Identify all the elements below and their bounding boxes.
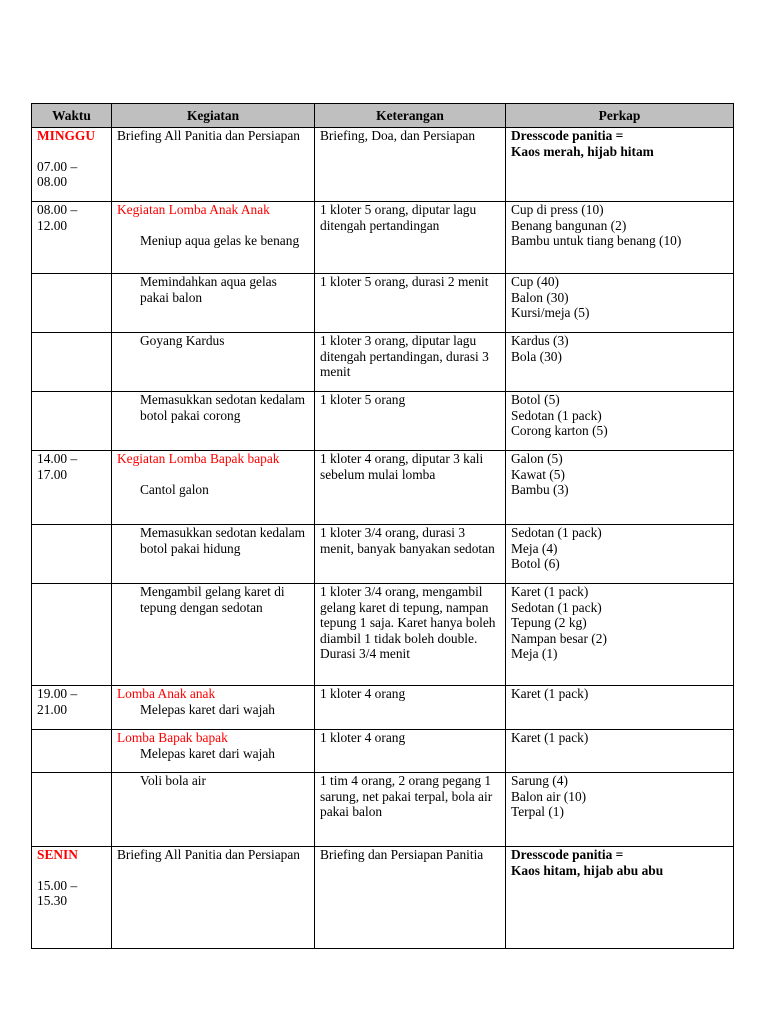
equipment-item: Benang bangunan (2) [511,217,627,233]
equipment-item: Cup di press (10) [511,202,604,217]
equipment-item: Nampan besar (2) [511,630,607,646]
equipment-item: Karet (1 pack) [511,730,589,745]
header-keterangan: Keterangan [315,104,506,128]
activity-name: Goyang Kardus [140,333,225,348]
activity-description: 1 kloter 5 orang, durasi 2 menit [320,274,489,289]
perkap-cell [506,274,734,333]
activity-description: 1 kloter 4 orang [320,730,406,745]
activity-description: Briefing dan Persiapan Panitia [320,847,484,862]
activity-name: Memasukkan sedotan kedalam botol pakai corong [140,392,306,423]
day-label: SENIN [37,847,78,862]
time-range: 14.00 – 17.00 [37,451,78,482]
activity-name: Melepas karet dari wajah [140,745,275,761]
kegiatan-cell [112,202,315,274]
activity-name: Briefing All Panitia dan Persiapan [117,847,300,862]
equipment-item: Sedotan (1 pack) [511,407,602,423]
table-row [32,847,734,949]
equipment-item: Sedotan (1 pack) [511,525,602,540]
activity-name: Mengambil gelang karet di tepung dengan sedotan [140,584,285,615]
header-perkap: Perkap [506,104,734,128]
activity-description: 1 kloter 4 orang [320,686,406,701]
kegiatan-cell [112,274,315,333]
activity-name: Briefing All Panitia dan Persiapan [117,128,300,143]
activity-name: Cantol galon [140,481,209,497]
activity-name: Memasukkan sedotan kedalam botol pakai hidung [140,525,306,556]
keterangan-cell [315,274,506,333]
header-row [32,104,734,128]
table-row [32,686,734,730]
activity-description: Briefing, Doa, dan Persiapan [320,128,476,143]
waktu-cell [32,847,112,949]
table-row [32,274,734,333]
equipment-item: Kaos hitam, hijab abu abu [511,862,664,878]
keterangan-cell [315,392,506,451]
equipment-item: Dresscode panitia = [511,847,624,862]
waktu-cell [32,392,112,451]
perkap-cell [506,392,734,451]
activity-name: Memindahkan aqua gelas pakai balon [140,274,277,305]
activity-name: Voli bola air [140,773,206,788]
perkap-cell [506,128,734,202]
keterangan-cell [315,730,506,773]
waktu-cell [32,686,112,730]
header-kegiatan: Kegiatan [112,104,315,128]
kegiatan-cell [112,730,315,773]
activity-description: 1 kloter 5 orang, diputar lagu ditengah pertandingan [320,202,477,233]
table-row [32,392,734,451]
kegiatan-cell [112,686,315,730]
equipment-item: Balon air (10) [511,788,587,804]
waktu-cell [32,451,112,525]
time-range: 15.00 – 15.30 [37,877,78,908]
table-row [32,525,734,584]
equipment-item: Dresscode panitia = [511,128,624,143]
equipment-item: Bambu untuk tiang benang (10) [511,233,682,248]
equipment-item: Meja (1) [511,646,558,661]
activity-description: 1 kloter 4 orang, diputar 3 kali sebelum mulai lomba [320,451,484,482]
equipment-item: Tepung (2 kg) [511,615,587,630]
equipment-item: Meja (4) [511,540,558,556]
equipment-item: Galon (5) [511,451,563,466]
header-waktu: Waktu [32,104,112,128]
kegiatan-cell [112,525,315,584]
activity-description: 1 kloter 3/4 orang, durasi 3 menit, banyak banyakan sedotan [320,525,495,556]
kegiatan-cell [112,847,315,949]
waktu-cell [32,128,112,202]
time-range: 07.00 – 08.00 [37,158,78,189]
waktu-cell [32,274,112,333]
equipment-item: Kaos merah, hijab hitam [511,143,654,159]
equipment-item: Botol (5) [511,392,560,407]
equipment-item: Kardus (3) [511,333,569,348]
equipment-item: Kursi/meja (5) [511,305,590,320]
perkap-cell [506,773,734,847]
perkap-cell [506,847,734,949]
section-title: Lomba Anak anak [117,686,216,701]
waktu-cell [32,773,112,847]
waktu-cell [32,584,112,686]
equipment-item: Cup (40) [511,274,559,289]
kegiatan-cell [112,584,315,686]
kegiatan-cell [112,333,315,392]
table-row [32,333,734,392]
time-range: 19.00 – 21.00 [37,686,78,717]
activity-name: Meniup aqua gelas ke benang [140,232,300,248]
perkap-cell [506,451,734,525]
equipment-item: Karet (1 pack) [511,584,589,599]
time-range: 08.00 – 12.00 [37,202,78,233]
keterangan-cell [315,202,506,274]
equipment-item: Sedotan (1 pack) [511,599,602,615]
equipment-item: Corong karton (5) [511,423,608,438]
activity-description: 1 kloter 5 orang [320,392,406,407]
waktu-cell [32,730,112,773]
perkap-cell [506,333,734,392]
keterangan-cell [315,128,506,202]
keterangan-cell [315,333,506,392]
keterangan-cell [315,525,506,584]
kegiatan-cell [112,128,315,202]
equipment-item: Sarung (4) [511,773,568,788]
kegiatan-cell [112,451,315,525]
kegiatan-cell [112,773,315,847]
perkap-cell [506,202,734,274]
equipment-item: Terpal (1) [511,804,564,819]
table-row [32,451,734,525]
activity-name: Melepas karet dari wajah [140,701,275,717]
perkap-cell [506,584,734,686]
equipment-item: Botol (6) [511,556,560,571]
section-title: Lomba Bapak bapak [117,730,228,745]
table-row [32,202,734,274]
perkap-cell [506,730,734,773]
keterangan-cell [315,686,506,730]
day-label: MINGGU [37,128,96,143]
equipment-item: Bambu (3) [511,482,569,497]
waktu-cell [32,525,112,584]
perkap-cell [506,686,734,730]
table-row [32,730,734,773]
keterangan-cell [315,773,506,847]
keterangan-cell [315,451,506,525]
equipment-item: Bola (30) [511,348,562,364]
waktu-cell [32,333,112,392]
section-title: Kegiatan Lomba Bapak bapak [117,451,280,466]
section-title: Kegiatan Lomba Anak Anak [117,202,270,217]
equipment-item: Karet (1 pack) [511,686,589,701]
activity-description: 1 kloter 3 orang, diputar lagu ditengah pertandingan, durasi 3 menit [320,333,489,379]
keterangan-cell [315,584,506,686]
kegiatan-cell [112,392,315,451]
activity-description: 1 kloter 3/4 orang, mengambil gelang karet di tepung, nampan tepung 1 saja. Karet hanya boleh diambil 1 tidak boleh double. Durasi 3/4 menit [320,584,496,661]
waktu-cell [32,202,112,274]
equipment-item: Kawat (5) [511,466,565,482]
perkap-cell [506,525,734,584]
table-row [32,773,734,847]
keterangan-cell [315,847,506,949]
activity-description: 1 tim 4 orang, 2 orang pegang 1 sarung, net pakai terpal, bola air pakai balon [320,773,493,819]
table-row [32,128,734,202]
table-row [32,584,734,686]
equipment-item: Balon (30) [511,289,569,305]
schedule-table [31,103,734,949]
